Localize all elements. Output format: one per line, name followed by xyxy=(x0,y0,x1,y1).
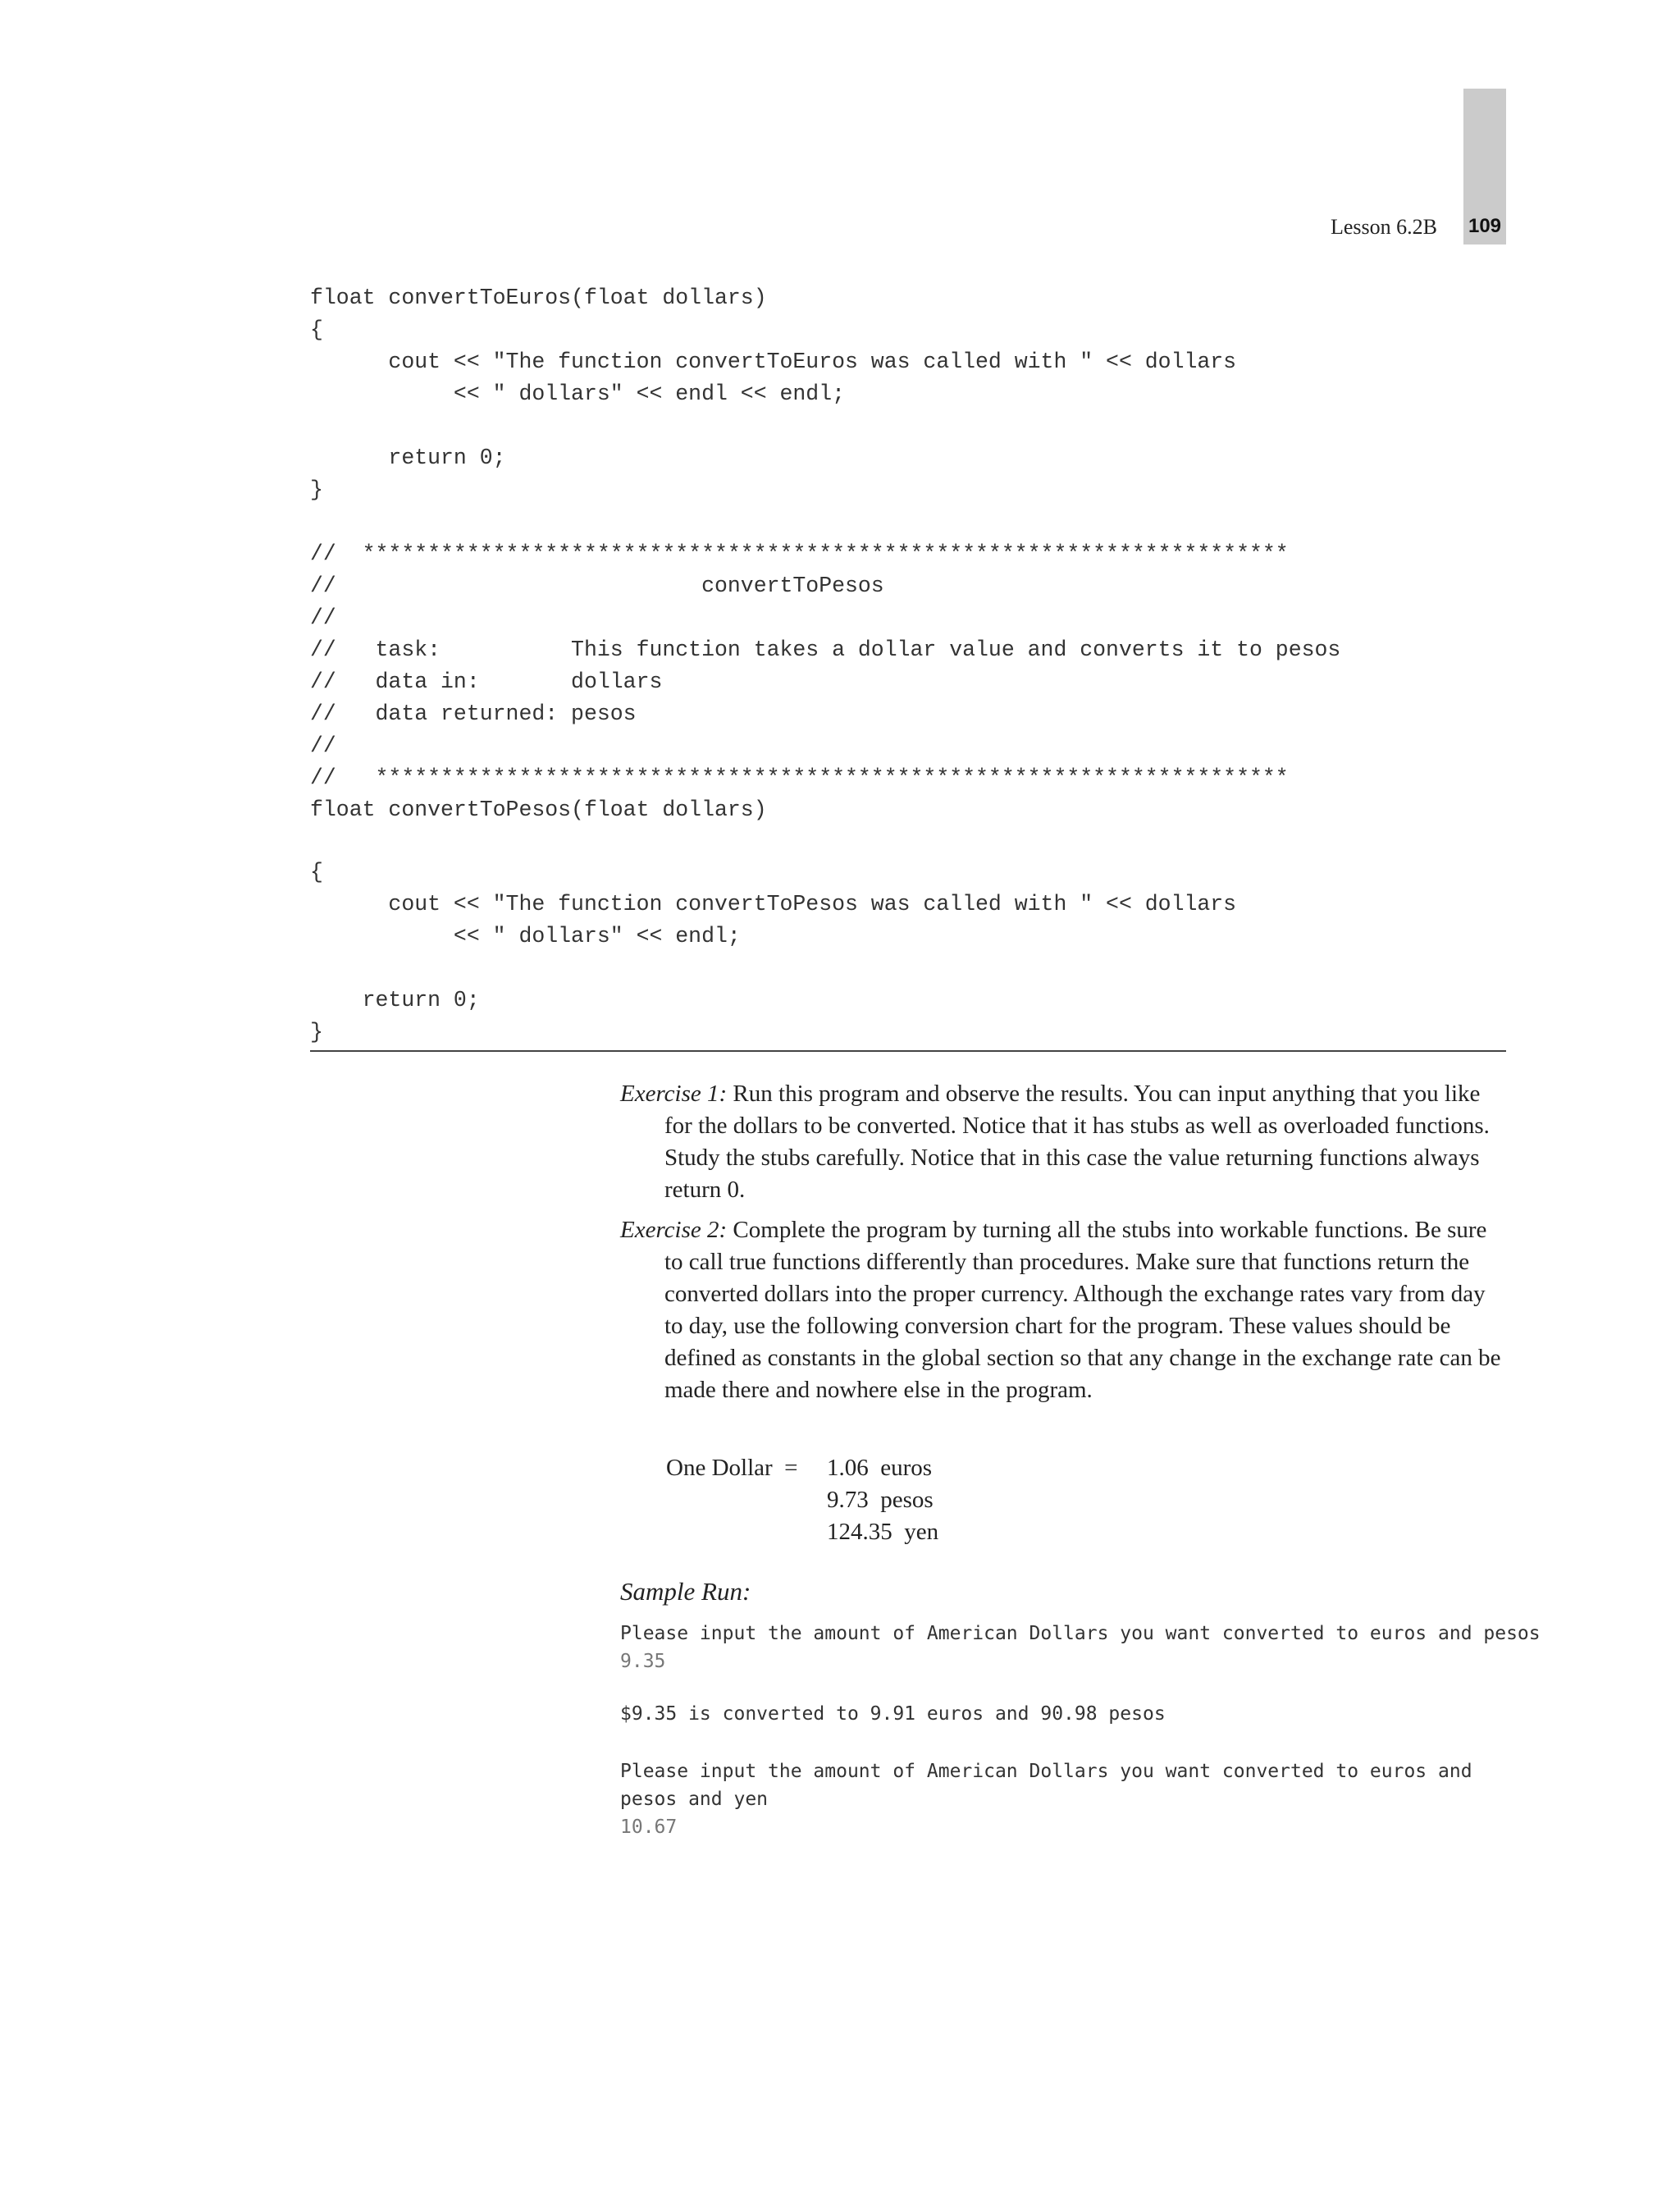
sample-prompt-1: Please input the amount of American Dollars you want converted to euros and pesos xyxy=(620,1623,1541,1644)
sample-prompt-2-line-2: pesos and yen xyxy=(620,1789,769,1810)
exercise-1-text: Run this program and observe the results. You can input anything that you like for the dollars to be converted. Notice that it has stubs as well as overloaded functions. Study the stubs carefully. Notice that in this case the value returning functions always return 0. xyxy=(664,1081,1490,1203)
code-block-euros-pesos xyxy=(310,282,1340,826)
code-line: return 0; xyxy=(310,446,506,470)
code-line: << " dollars" << endl << endl; xyxy=(310,382,846,406)
code-line: << " dollars" << endl; xyxy=(310,924,741,948)
code-line: { xyxy=(310,318,323,342)
exercise-1-label: Exercise 1: xyxy=(620,1081,728,1107)
code-line: // xyxy=(310,733,336,758)
code-line: // convertToPesos xyxy=(310,574,884,598)
conversion-rate-yen: 124.35 yen xyxy=(827,1519,939,1545)
code-line: float convertToPesos(float dollars) xyxy=(310,797,767,822)
conversion-rate-euros: 1.06 euros xyxy=(827,1455,933,1481)
conversion-rate-pesos: 9.73 pesos xyxy=(827,1487,934,1513)
sample-input-1: 9.35 xyxy=(620,1651,666,1672)
code-line xyxy=(310,506,1340,538)
sample-run-title: Sample Run: xyxy=(620,1577,751,1606)
code-line: cout << "The function convertToPesos was called with " << dollars xyxy=(310,892,1237,916)
page-number: 109 xyxy=(1468,215,1502,237)
sample-prompt-2-line-1: Please input the amount of American Dollars you want converted to euros and xyxy=(620,1761,1472,1782)
code-line: { xyxy=(310,860,323,884)
code-line: // data returned: pesos xyxy=(310,701,637,726)
code-line: // ********************************************************************** xyxy=(310,765,1289,790)
code-line: // *********************************************************************** xyxy=(310,542,1289,566)
sample-result-1: $9.35 is converted to 9.91 euros and 90.98 pesos xyxy=(620,1703,1166,1725)
code-line: // task: This function takes a dollar value and converts it to pesos xyxy=(310,638,1341,662)
conversion-label: One Dollar = xyxy=(666,1455,798,1481)
code-line xyxy=(310,410,1340,442)
code-line: // xyxy=(310,606,336,630)
section-divider xyxy=(310,1050,1506,1052)
code-line: // data in: dollars xyxy=(310,669,663,694)
exercise-2-text: Complete the program by turning all the stubs into workable functions. Be sure to call true functions differently than procedures. Make sure that functions return the converted dollars into the proper currency. Although the exchange rates vary from day to day, use the following conversion chart for the program. These values should be defined as constants in the global section so that any change in the exchange rate can be made there and nowhere else in the program. xyxy=(664,1217,1501,1403)
lesson-label: Lesson 6.2B xyxy=(1331,215,1437,239)
code-line: return 0; xyxy=(310,988,480,1012)
code-line: } xyxy=(310,1020,323,1044)
exercise-2 xyxy=(620,1214,1506,1406)
exercise-1 xyxy=(620,1078,1506,1206)
exercise-2-label: Exercise 2: xyxy=(620,1217,728,1243)
code-block-pesos-body xyxy=(310,857,1236,1049)
code-line: } xyxy=(310,478,323,502)
code-line: float convertToEuros(float dollars) xyxy=(310,286,767,310)
sample-input-2: 10.67 xyxy=(620,1817,678,1838)
code-line: cout << "The function convertToEuros was called with " << dollars xyxy=(310,350,1237,374)
code-line xyxy=(310,953,1236,985)
